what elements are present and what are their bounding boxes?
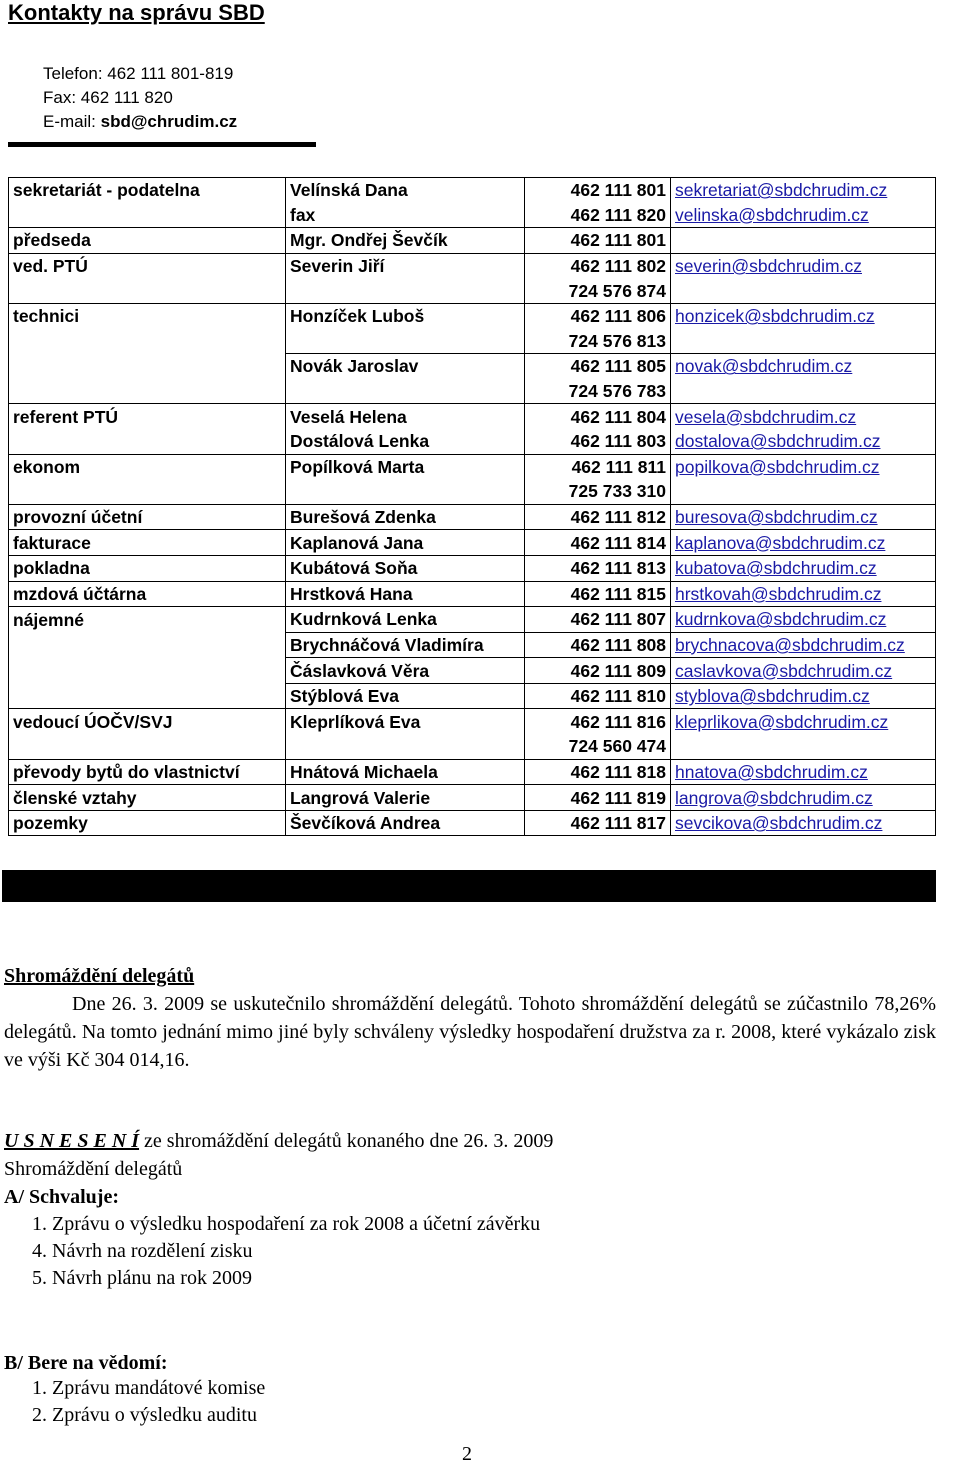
email-cell (671, 178, 936, 203)
phone-number: 462 111 814 (570, 532, 666, 553)
department-label: ved. PTÚ (13, 256, 88, 277)
department-cell (9, 734, 286, 759)
section-a-item: 4. Návrh na rozdělení zisku (32, 1240, 253, 1262)
table-row (9, 178, 936, 203)
email-link[interactable]: sekretariat@sbdchrudim.cz (675, 180, 888, 201)
name-cell (286, 759, 525, 785)
email-cell (671, 404, 936, 429)
email-cell (671, 785, 936, 811)
assembly-paragraph (4, 990, 936, 1074)
email-link[interactable]: severin@sbdchrudim.cz (675, 256, 862, 277)
department-label: mzdová účtárna (13, 583, 147, 604)
email-cell (671, 303, 936, 328)
table-row (9, 530, 936, 556)
person-name: Stýblová Eva (290, 686, 399, 707)
email-cell (671, 555, 936, 581)
department-label: předseda (13, 230, 91, 251)
phone-number: 462 111 819 (570, 787, 666, 808)
person-name: Langrová Valerie (290, 787, 431, 808)
department-cell (9, 329, 286, 354)
contact-directory-table (8, 177, 936, 836)
person-name: Čáslavková Věra (290, 660, 430, 681)
email-cell (671, 479, 936, 504)
department-cell (9, 228, 286, 254)
table-row (9, 734, 936, 759)
section-b-item: 1. Zprávu mandátové komise (32, 1377, 266, 1399)
name-cell (286, 632, 525, 658)
name-cell (286, 253, 525, 278)
phone-cell (525, 734, 671, 759)
department-cell (9, 683, 286, 709)
phone-cell (525, 228, 671, 254)
email-link[interactable]: brychnacova@sbdchrudim.cz (675, 634, 905, 655)
phone-number: 462 111 813 (570, 558, 666, 579)
department-cell (9, 555, 286, 581)
table-row (9, 228, 936, 254)
phone-cell (525, 253, 671, 278)
phone-cell (525, 329, 671, 354)
table-row (9, 429, 936, 454)
phone-number: 462 111 815 (570, 583, 666, 604)
table-row (9, 354, 936, 379)
department-label: pozemky (13, 813, 88, 834)
phone-line: Telefon: 462 111 801-819 (43, 64, 234, 83)
department-cell (9, 278, 286, 303)
department-cell (9, 479, 286, 504)
phone-cell (525, 683, 671, 709)
person-name: Mgr. Ondřej Ševčík (290, 230, 448, 251)
email-link[interactable]: kubatova@sbdchrudim.cz (675, 558, 877, 579)
name-cell (286, 658, 525, 684)
phone-number: 725 733 310 (568, 481, 666, 502)
name-cell (286, 555, 525, 581)
phone-number: 462 111 805 (570, 356, 666, 377)
email-link[interactable]: velinska@sbdchrudim.cz (675, 204, 869, 225)
department-cell (9, 785, 286, 811)
person-name: Honzíček Luboš (290, 306, 425, 327)
resolution-heading (4, 1127, 553, 1155)
email-link[interactable]: styblova@sbdchrudim.cz (675, 686, 870, 707)
department-cell (9, 203, 286, 228)
table-row (9, 658, 936, 684)
phone-cell (525, 785, 671, 811)
phone-cell (525, 429, 671, 454)
name-cell (286, 785, 525, 811)
email-line (43, 110, 237, 134)
email-link[interactable]: novak@sbdchrudim.cz (675, 356, 853, 377)
email-cell (671, 278, 936, 303)
phone-number: 724 576 783 (568, 381, 666, 402)
email-cell (671, 203, 936, 228)
table-row (9, 203, 936, 228)
name-cell (286, 581, 525, 607)
department-label: nájemné (13, 609, 84, 630)
phone-number: 462 111 809 (570, 660, 666, 681)
phone-number: 462 111 811 (571, 456, 666, 477)
phone-cell (525, 555, 671, 581)
table-row (9, 632, 936, 658)
email-cell (671, 429, 936, 454)
phone-number: 462 111 802 (570, 256, 666, 277)
email-link[interactable]: dostalova@sbdchrudim.cz (675, 431, 881, 452)
phone-number: 462 111 818 (570, 761, 666, 782)
name-cell (286, 454, 525, 479)
email-cell (671, 632, 936, 658)
department-cell (9, 303, 286, 328)
department-label: pokladna (13, 558, 90, 579)
phone-number: 724 576 813 (568, 330, 666, 351)
email-link[interactable]: kudrnkova@sbdchrudim.cz (675, 609, 887, 630)
assembly-paragraph-text: Dne 26. 3. 2009 se uskutečnilo shromáždění delegátů. Tohoto shromáždění delegátů se zúčastnilo 78,26% delegátů. Na tomto jednání mimo jiné byly schváleny výsledky hospodaření družstva za r. 2008, které vykázalo zisk ve výši Kč 304 014,16. (4, 993, 936, 1071)
phone-number: 462 111 817 (570, 813, 666, 834)
name-cell (286, 278, 525, 303)
email-link[interactable]: caslavkova@sbdchrudim.cz (675, 660, 893, 681)
fax-line: Fax: 462 111 820 (43, 88, 173, 107)
person-name: Kubátová Soňa (290, 558, 418, 579)
department-label: členské vztahy (13, 787, 137, 808)
table-row (9, 683, 936, 709)
section-a-title: A/ Schvaluje: (4, 1186, 119, 1208)
phone-cell (525, 354, 671, 379)
phone-number: 724 560 474 (568, 736, 666, 757)
email-cell (671, 253, 936, 278)
table-row (9, 810, 936, 836)
phone-cell (525, 709, 671, 734)
phone-cell (525, 658, 671, 684)
phone-cell (525, 530, 671, 556)
email-link[interactable]: buresova@sbdchrudim.cz (675, 507, 878, 528)
email-cell (671, 504, 936, 530)
email-link[interactable]: kleprlikova@sbdchrudim.cz (675, 711, 889, 732)
phone-number: 462 111 820 (570, 204, 666, 225)
email-link[interactable]: hnatova@sbdchrudim.cz (675, 761, 868, 782)
section-b-item: 2. Zprávu o výsledku auditu (32, 1404, 257, 1426)
person-name: Kudrnková Lenka (290, 609, 437, 630)
table-row (9, 581, 936, 607)
phone-number: 462 111 806 (570, 306, 666, 327)
name-cell (286, 178, 525, 203)
email-cell (671, 379, 936, 404)
department-cell (9, 354, 286, 379)
phone-cell (525, 479, 671, 504)
email-link[interactable]: hrstkovah@sbdchrudim.cz (675, 583, 882, 604)
email-cell (671, 581, 936, 607)
resolution-heading-rest: ze shromáždění delegátů konaného dne 26. 3. 2009 (139, 1130, 554, 1152)
table-row (9, 278, 936, 303)
department-cell (9, 379, 286, 404)
department-label: technici (13, 306, 80, 327)
department-cell (9, 404, 286, 429)
department-cell (9, 709, 286, 734)
name-cell (286, 329, 525, 354)
person-name: Severin Jiří (290, 256, 385, 277)
phone-number: 462 111 810 (570, 686, 666, 707)
section-a-item: 5. Návrh plánu na rok 2009 (32, 1267, 252, 1289)
email-cell (671, 530, 936, 556)
phone-cell (525, 303, 671, 328)
person-name: Novák Jaroslav (290, 356, 419, 377)
table-row (9, 555, 936, 581)
table-row (9, 709, 936, 734)
name-cell (286, 810, 525, 836)
email-cell (671, 329, 936, 354)
table-row (9, 404, 936, 429)
phone-cell (525, 278, 671, 303)
name-cell (286, 379, 525, 404)
department-cell (9, 253, 286, 278)
name-cell (286, 607, 525, 633)
name-cell (286, 504, 525, 530)
person-name: Brychnáčová Vladimíra (290, 634, 484, 655)
person-name: Veselá Helena (290, 406, 407, 427)
department-label: referent PTÚ (13, 406, 119, 427)
email-cell (671, 454, 936, 479)
department-cell (9, 810, 286, 836)
name-cell (286, 429, 525, 454)
page-number: 2 (462, 1443, 472, 1465)
department-label: fakturace (13, 532, 91, 553)
email-link[interactable]: honzicek@sbdchrudim.cz (675, 306, 875, 327)
phone-cell (525, 454, 671, 479)
email-link[interactable]: vesela@sbdchrudim.cz (675, 406, 857, 427)
email-cell (671, 228, 936, 254)
department-cell (9, 607, 286, 633)
name-cell (286, 228, 525, 254)
person-name: Hrstková Hana (290, 583, 413, 604)
name-cell (286, 709, 525, 734)
phone-number: 462 111 816 (570, 711, 666, 732)
department-cell (9, 581, 286, 607)
phone-number: 462 111 812 (570, 507, 666, 528)
table-row (9, 759, 936, 785)
name-cell (286, 303, 525, 328)
table-row (9, 379, 936, 404)
person-name: Burešová Zdenka (290, 507, 436, 528)
table-row (9, 303, 936, 328)
page-title: Kontakty na správu SBD (8, 0, 265, 25)
email-cell (671, 734, 936, 759)
resolution-subheading: Shromáždění delegátů (4, 1158, 183, 1180)
department-label: převody bytů do vlastnictví (13, 761, 240, 782)
table-row (9, 454, 936, 479)
department-cell (9, 632, 286, 658)
black-separator-bar (2, 870, 936, 902)
person-name: Velínská Dana (290, 180, 408, 201)
phone-number: 462 111 807 (570, 609, 666, 630)
email-cell (671, 607, 936, 633)
name-cell (286, 354, 525, 379)
table-row (9, 329, 936, 354)
department-cell (9, 454, 286, 479)
resolution-heading-main: U S N E S E N Í (4, 1130, 140, 1152)
department-cell (9, 658, 286, 684)
person-name: Kaplanová Jana (290, 532, 424, 553)
phone-number: 462 111 801 (570, 180, 666, 201)
email-cell (671, 683, 936, 709)
person-name: Ševčíková Andrea (290, 813, 441, 834)
phone-cell (525, 632, 671, 658)
email-cell (671, 658, 936, 684)
phone-cell (525, 178, 671, 203)
person-name: Hnátová Michaela (290, 761, 438, 782)
person-name: Popílková Marta (290, 456, 425, 477)
phone-cell (525, 581, 671, 607)
name-cell (286, 479, 525, 504)
table-row (9, 785, 936, 811)
name-cell (286, 404, 525, 429)
name-cell (286, 683, 525, 709)
header-divider (8, 142, 316, 147)
email-cell (671, 709, 936, 734)
phone-cell (525, 810, 671, 836)
email-cell (671, 810, 936, 836)
section-a-item: 1. Zprávu o výsledku hospodaření za rok 2008 a účetní závěrku (32, 1213, 541, 1235)
name-cell (286, 203, 525, 228)
department-cell (9, 530, 286, 556)
department-cell (9, 429, 286, 454)
department-cell (9, 178, 286, 203)
table-row (9, 253, 936, 278)
phone-cell (525, 404, 671, 429)
table-row (9, 607, 936, 633)
phone-number: 462 111 801 (570, 230, 666, 251)
table-row (9, 504, 936, 530)
email-link[interactable]: sevcikova@sbdchrudim.cz (675, 813, 883, 834)
phone-cell (525, 379, 671, 404)
table-row (9, 479, 936, 504)
email-cell (671, 354, 936, 379)
name-cell (286, 530, 525, 556)
phone-cell (525, 203, 671, 228)
email-link[interactable]: popilkova@sbdchrudim.cz (675, 456, 880, 477)
phone-cell (525, 759, 671, 785)
person-name: Kleprlíková Eva (290, 711, 421, 732)
email-link[interactable]: kaplanova@sbdchrudim.cz (675, 532, 886, 553)
email-link[interactable]: langrova@sbdchrudim.cz (675, 787, 873, 808)
email-cell (671, 759, 936, 785)
email-value[interactable]: sbd@chrudim.cz (100, 112, 238, 131)
department-cell (9, 759, 286, 785)
name-cell (286, 734, 525, 759)
department-label: ekonom (13, 456, 81, 477)
section-b-title: B/ Bere na vědomí: (4, 1352, 168, 1374)
phone-cell (525, 504, 671, 530)
phone-number: 462 111 808 (570, 634, 666, 655)
phone-number: 462 111 803 (570, 431, 666, 452)
phone-cell (525, 607, 671, 633)
department-cell (9, 504, 286, 530)
department-label: vedoucí ÚOČV/SVJ (13, 711, 173, 732)
phone-number: 724 576 874 (568, 280, 666, 301)
department-label: sekretariát - podatelna (13, 180, 200, 201)
assembly-title: Shromáždění delegátů (4, 965, 195, 987)
department-label: provozní účetní (13, 507, 143, 528)
phone-number: 462 111 804 (570, 406, 666, 427)
person-name: Dostálová Lenka (290, 431, 430, 452)
person-name: fax (290, 204, 316, 225)
email-label: E-mail: (43, 112, 101, 131)
